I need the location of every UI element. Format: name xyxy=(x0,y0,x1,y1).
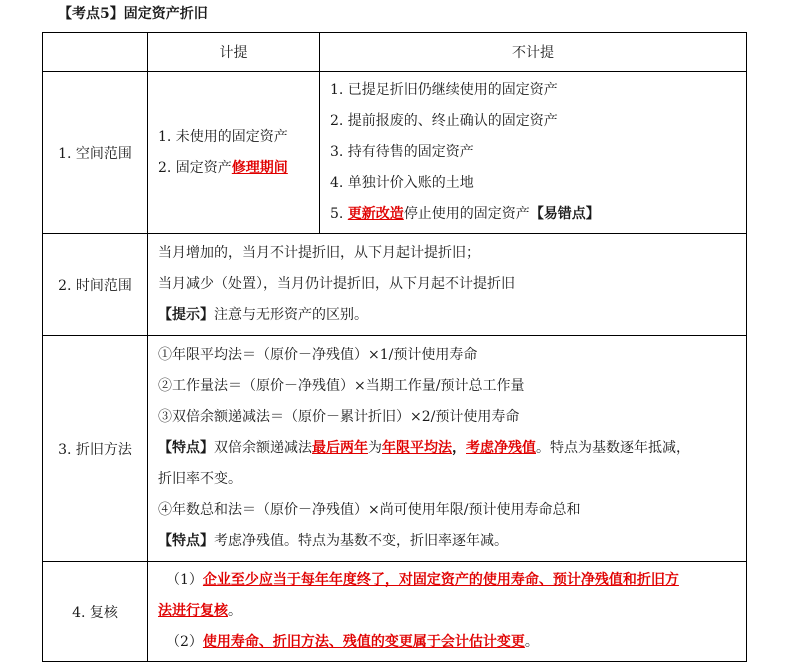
row-label: 2. 时间范围 xyxy=(43,234,148,336)
accrue-cell xyxy=(148,72,320,234)
tip-line xyxy=(148,300,746,331)
no-accrue-item: 2. 提前报废的、终止确认的固定资产 xyxy=(330,113,558,129)
review-cell xyxy=(148,562,747,662)
method-line: ②工作量法＝（原价－净残值）×当期工作量/预计总工作量 xyxy=(158,378,525,394)
emphasis-text: 法进行复核 xyxy=(158,603,228,619)
feature-text: 考虑净残值。特点为基数不变，折旧率逐年减。 xyxy=(214,533,508,549)
row-label: 4. 复核 xyxy=(43,562,148,662)
emphasis-text: 企业至少应当于每年年度终了，对固定资产的使用寿命、预计净残值和折旧方 xyxy=(202,572,679,588)
review-end: 。 xyxy=(228,603,242,619)
tip-text: 注意与无形资产的区别。 xyxy=(214,307,368,323)
feature-line xyxy=(148,433,746,464)
method-line: ④年数总和法＝（原价－净残值）×尚可使用年限/预计使用寿命总和 xyxy=(158,502,581,518)
no-accrue-item: 4. 单独计价入账的土地 xyxy=(330,175,474,191)
row-time-scope xyxy=(43,234,747,336)
review-line xyxy=(148,627,746,658)
emphasis-text: 考虑净残值 xyxy=(466,440,536,456)
emphasis-text: 更新改造 xyxy=(347,206,404,222)
header-row xyxy=(43,33,747,72)
review-line xyxy=(148,565,746,596)
rule-line: 当月增加的，当月不计提折旧，从下月起计提折旧； xyxy=(158,245,480,261)
row-space-scope xyxy=(43,72,747,234)
section-heading: 【考点5】固定资产折旧 xyxy=(58,6,208,22)
row-review xyxy=(43,562,747,662)
time-scope-cell xyxy=(148,234,747,336)
review-num: （2） xyxy=(166,634,203,650)
feature-line xyxy=(148,526,746,557)
row-label: 3. 折旧方法 xyxy=(43,336,148,562)
accrue-item: 1. 未使用的固定资产 xyxy=(158,128,288,145)
no-accrue-cell xyxy=(320,72,747,234)
no-accrue-item xyxy=(320,199,746,230)
emphasis-text: 修理期间 xyxy=(231,159,288,176)
header-accrue: 计提 xyxy=(148,33,320,72)
item-num: 5. xyxy=(330,206,348,222)
row-methods xyxy=(43,336,747,562)
review-num: （1） xyxy=(166,572,203,588)
no-accrue-item: 3. 持有待售的固定资产 xyxy=(330,144,474,160)
no-accrue-item: 1. 已提足折旧仍继续使用的固定资产 xyxy=(330,82,558,98)
feature-tag: 【特点】 xyxy=(158,533,214,549)
review-line xyxy=(148,596,746,627)
feature-line-continued: 折旧率不变。 xyxy=(158,471,242,487)
feature-text: ， xyxy=(452,440,466,456)
error-prone-tag: 【易错点】 xyxy=(529,206,600,222)
feature-text: 。特点为基数逐年抵减， xyxy=(536,440,690,456)
method-line: ①年限平均法＝（原价－净残值）×1/预计使用寿命 xyxy=(158,347,478,363)
accrue-item xyxy=(148,153,319,184)
emphasis-text: 最后两年 xyxy=(312,440,368,456)
accrue-item-text: 2. 固定资产 xyxy=(158,159,232,176)
depreciation-table xyxy=(42,32,747,662)
row-label: 1. 空间范围 xyxy=(43,72,148,234)
item-text: 停止使用的固定资产 xyxy=(403,206,530,222)
feature-text: 为 xyxy=(368,440,382,456)
methods-cell xyxy=(148,336,747,562)
header-no-accrue: 不计提 xyxy=(320,33,747,72)
feature-tag: 【特点】 xyxy=(158,440,214,456)
header-empty-cell xyxy=(43,33,148,72)
feature-text: 双倍余额递减法 xyxy=(214,440,312,456)
tip-tag: 【提示】 xyxy=(158,307,214,323)
method-line: ③双倍余额递减法＝（原价－累计折旧）×2/预计使用寿命 xyxy=(158,409,520,425)
emphasis-text: 使用寿命、折旧方法、残值的变更属于会计估计变更 xyxy=(202,634,525,650)
rule-line: 当月减少（处置），当月仍计提折旧，从下月起不计提折旧 xyxy=(158,276,515,292)
emphasis-text: 年限平均法 xyxy=(382,440,452,456)
review-end: 。 xyxy=(524,634,539,650)
